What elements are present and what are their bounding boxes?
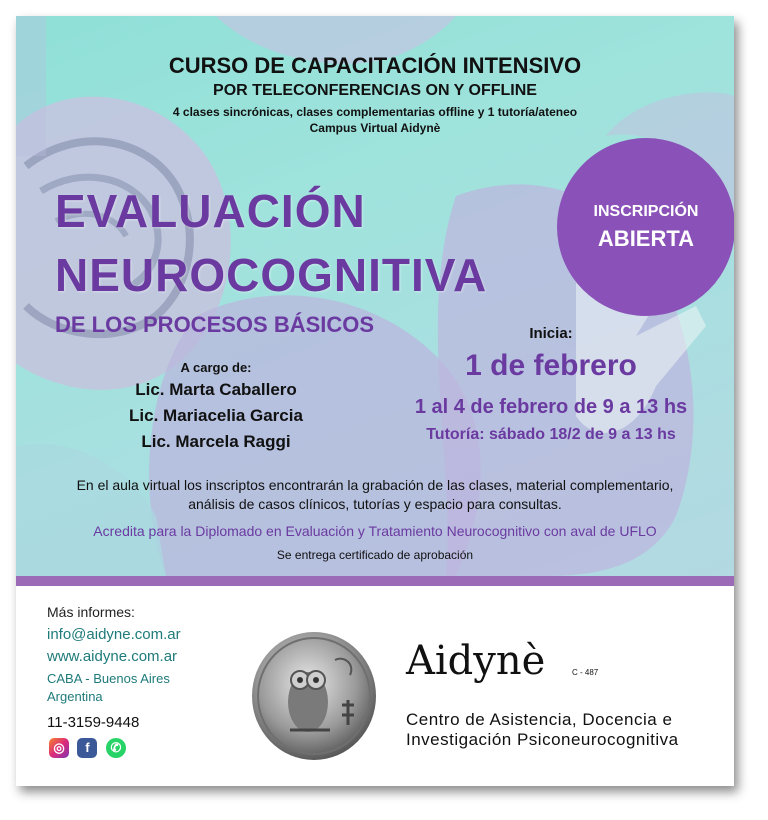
instagram-icon[interactable]: ◎ (49, 738, 69, 758)
date-range: 1 al 4 de febrero de 9 a 13 hs (414, 396, 688, 418)
registration-badge[interactable] (557, 138, 734, 316)
brand-tagline-2: Investigación Psiconeurocognitiva (406, 730, 679, 749)
course-mode-heading: POR TELECONFERENCIAS ON Y OFFLINE (213, 82, 537, 99)
title-line-2: NEUROCOGNITIVA (55, 249, 488, 301)
instructors-label: A cargo de: (180, 360, 252, 375)
contact-website-link[interactable]: www.aidyne.com.ar (47, 648, 178, 665)
brand-tagline-1: Centro de Asistencia, Docencia e (406, 710, 673, 729)
course-structure-text: 4 clases sincrónicas, clases complementarias offline y 1 tutoría/ateneo (172, 105, 578, 119)
instructor-name: Lic. Mariacelia Garcia (129, 406, 303, 425)
tutoring-date: Tutoría: sábado 18/2 de 9 a 13 hs (426, 426, 676, 443)
start-date: 1 de febrero (465, 349, 637, 382)
brand-name: Aidynè (406, 638, 546, 684)
flyer-card (16, 16, 734, 786)
campus-text: Campus Virtual Aidynè (309, 121, 441, 135)
divider-band (16, 576, 734, 586)
certificate-text: Se entrega certificado de aprobación (276, 548, 474, 562)
start-label: Inicia: (529, 325, 573, 342)
instructor-name: Lic. Marta Caballero (135, 380, 297, 399)
contact-city: CABA - Buenos Aires (47, 671, 170, 686)
accreditation-text: Acredita para la Diplomado en Evaluación y Tratamiento Neurocognitivo con aval de UFLO (93, 523, 657, 539)
footer-section (16, 586, 734, 786)
badge-line-1: INSCRIPCIÓN (593, 203, 699, 220)
instructor-name: Lic. Marcela Raggi (141, 432, 291, 451)
course-type-heading: CURSO DE CAPACITACIÓN INTENSIVO (168, 53, 582, 78)
brand-code: C - 487 (572, 668, 599, 677)
social-icons (49, 738, 130, 758)
title-line-1: EVALUACIÓN (55, 185, 366, 237)
description-line-2: análisis de casos clínicos, tutorías y espacio para consultas. (188, 496, 562, 512)
contact-email-link[interactable]: info@aidyne.com.ar (47, 626, 181, 643)
contact-phone[interactable]: 11-3159-9448 (47, 714, 140, 731)
owl-coin-logo (250, 630, 378, 762)
facebook-icon[interactable]: f (77, 738, 97, 758)
contact-label: Más informes: (47, 604, 135, 620)
contact-country: Argentina (47, 689, 103, 704)
title-subtitle: DE LOS PROCESOS BÁSICOS (55, 312, 375, 337)
hero-section (16, 16, 734, 576)
whatsapp-icon[interactable]: ✆ (106, 738, 126, 758)
badge-line-2: ABIERTA (597, 226, 695, 251)
description-line-1: En el aula virtual los inscriptos encontrarán la grabación de las clases, material complementario, (76, 477, 674, 493)
